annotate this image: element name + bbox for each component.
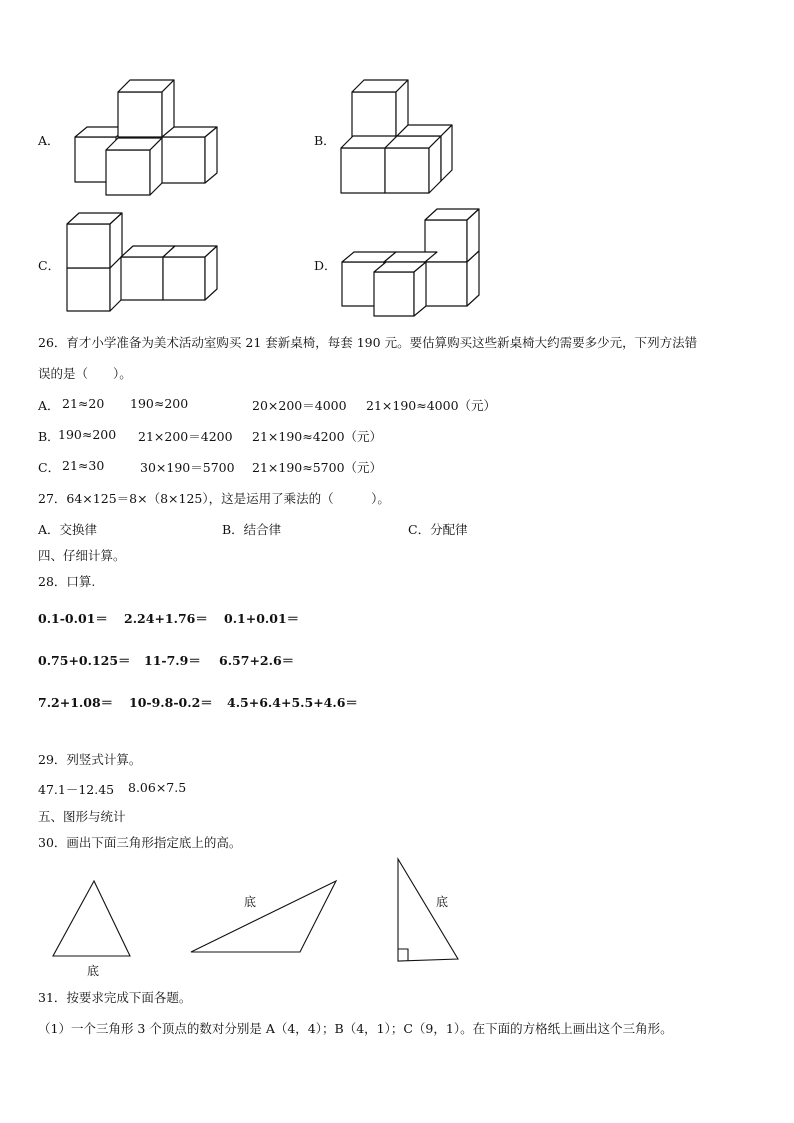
q28-r3-c3: 4.5+6.4+5.5+4.6＝ — [227, 695, 358, 710]
q26-option-a-step4: 21×190≈4000（元） — [366, 398, 497, 413]
q26-option-a-label: A． — [38, 398, 60, 413]
triangle-2-base-label: 底 — [244, 895, 257, 909]
q28-r2-c3: 6.57+2.6＝ — [219, 653, 295, 668]
q29-expression-2: 8.06×7.5 — [128, 780, 187, 795]
q28-r3-c1: 7.2+1.08＝ — [38, 695, 114, 710]
option-c-label: C． — [38, 258, 61, 273]
q26-option-b-label: B． — [38, 429, 60, 444]
q28-r2-c2: 11-7.9＝ — [144, 653, 201, 668]
triangle-1-base-label: 底 — [87, 964, 100, 978]
q31-subquestion-1: （1）一个三角形 3 个顶点的数对分别是 A（4，4）；B（4，1）；C（9，1）。在下面的方格纸上画出这个三角形。 — [38, 1021, 673, 1036]
option-b-label: B． — [314, 133, 336, 148]
q28-r1-c2: 2.24+1.76＝ — [124, 611, 208, 626]
right-angle-marker — [398, 949, 408, 961]
option-a-label: A． — [38, 133, 60, 148]
q26-option-b-step1: 190≈200 — [58, 427, 117, 442]
q27-stem: 27．64×125＝8×（8×125），这是运用了乘法的（ ）。 — [38, 491, 390, 506]
q26-option-c-label: C． — [38, 460, 61, 475]
q27-option-c: C．分配律 — [408, 522, 468, 537]
q26-option-c-step1: 21≈30 — [62, 458, 105, 473]
q26-option-a-step3: 20×200＝4000 — [252, 398, 347, 413]
triangle-2 — [191, 881, 336, 952]
triangle-3-base-label: 底 — [436, 895, 449, 909]
section-5-heading: 五、图形与统计 — [38, 809, 126, 824]
q27-option-a: A．交换律 — [38, 522, 98, 537]
q27-option-b: B．结合律 — [222, 522, 282, 537]
q26-option-a-step2: 190≈200 — [130, 396, 189, 411]
triangle-3 — [398, 859, 458, 961]
triangle-1 — [53, 881, 130, 956]
q28-r1-c1: 0.1-0.01＝ — [38, 611, 108, 626]
q29-expression-1: 47.1－12.45 — [38, 782, 115, 797]
q31-title: 31．按要求完成下面各题。 — [38, 990, 192, 1005]
q26-option-b-step2: 21×200＝4200 — [138, 429, 233, 444]
q28-r1-c3: 0.1+0.01＝ — [224, 611, 300, 626]
q30-title: 30．画出下面三角形指定底上的高。 — [38, 835, 242, 850]
q26-option-c-step3: 21×190≈5700（元） — [252, 460, 383, 475]
q28-title: 28．口算. — [38, 574, 96, 589]
section-4-heading: 四、仔细计算。 — [38, 548, 126, 563]
q26-option-c-step2: 30×190＝5700 — [140, 460, 235, 475]
q28-r2-c1: 0.75+0.125＝ — [38, 653, 131, 668]
q26-option-b-step3: 21×190≈4200（元） — [252, 429, 383, 444]
q29-title: 29．列竖式计算。 — [38, 752, 142, 767]
q26-stem-line1: 26．育才小学准备为美术活动室购买 21 套新桌椅，每套 190 元。要估算购买这些新桌椅大约需要多少元，下列方法错 — [38, 335, 698, 350]
q28-r3-c2: 10-9.8-0.2＝ — [129, 695, 213, 710]
q26-option-a-step1: 21≈20 — [62, 396, 105, 411]
option-d-label: D． — [314, 258, 337, 273]
q26-stem-line2: 误的是（ ）。 — [38, 366, 132, 381]
